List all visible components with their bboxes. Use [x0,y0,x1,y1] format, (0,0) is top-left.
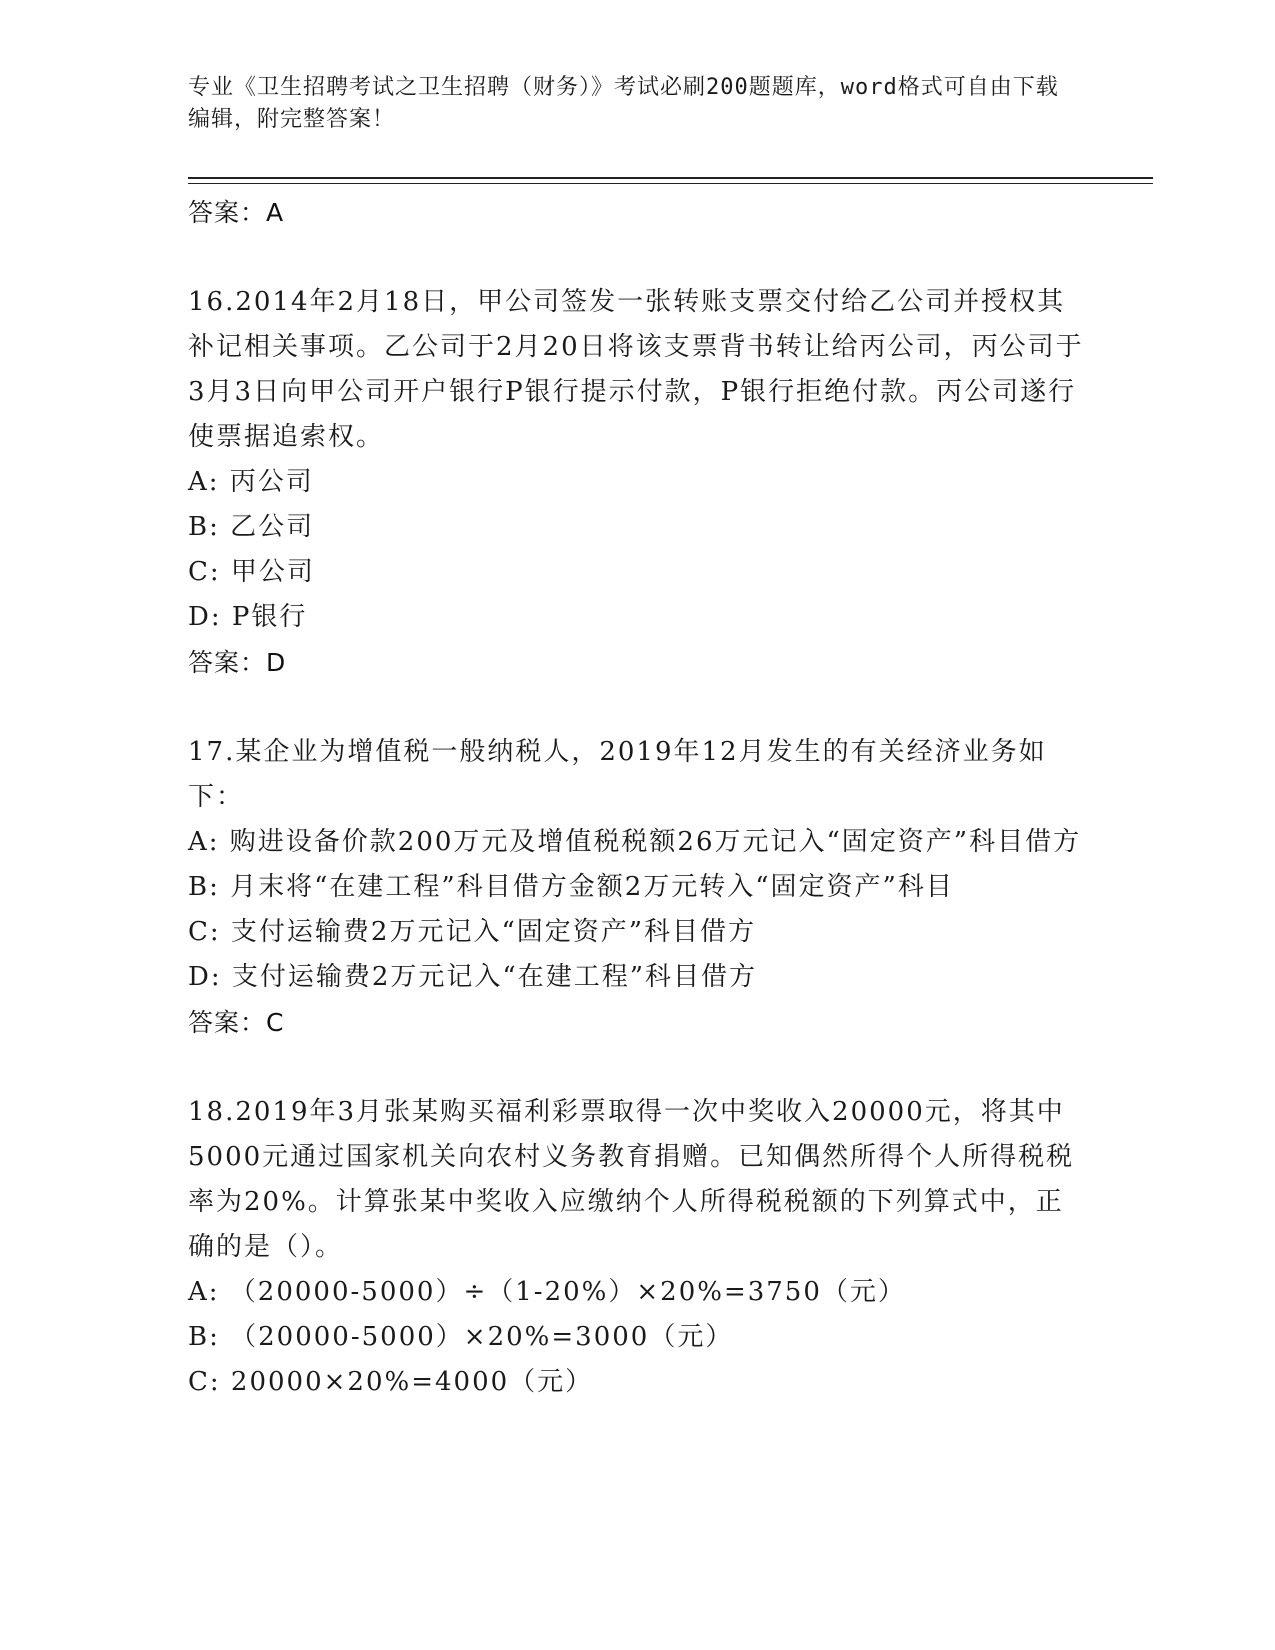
option-c: C: 甲公司 [188,557,315,587]
spacer [188,1045,1088,1090]
question-16 [188,280,1088,685]
spacer [188,235,1088,280]
option-b: B: 月末将“在建工程”科目借方金额2万元转入“固定资产”科目 [188,872,954,902]
page-header: 专业《卫生招聘考试之卫生招聘（财务）》考试必刷200题题库，word格式可自由下载编辑，附完整答案！ [188,75,1059,132]
question-stem: 17.某企业为增值税一般纳税人，2019年12月发生的有关经济业务如下： [188,737,1047,812]
option-d: D: 支付运输费2万元记入“在建工程”科目借方 [188,962,757,992]
option-a: A: 购进设备价款200万元及增值税税额26万元记入“固定资产”科目借方 [188,827,1082,857]
option-c: C: 支付运输费2万元记入“固定资产”科目借方 [188,917,757,947]
option-b: B: 乙公司 [188,512,315,542]
question-17 [188,730,1088,1045]
document-body [188,190,1088,1405]
option-d: D: P银行 [188,602,308,632]
question-stem: 16.2014年2月18日，甲公司签发一张转账支票交付给乙公司并授权其补记相关事项。乙公司于2月20日将该支票背书转让给丙公司，丙公司于3月3日向甲公司开户银行P银行提示付款，P银行拒绝付款。丙公司遂行使票据追索权。 [188,287,1084,452]
option-c: C: 20000×20%=4000（元） [188,1367,594,1397]
answer-line: 答案：A [188,198,285,227]
question-18 [188,1090,1088,1405]
spacer [188,685,1088,730]
header-divider-thin [188,183,1153,184]
answer-line: 答案：C [188,1008,285,1037]
option-a: A: （20000-5000）÷（1-20%）×20%=3750（元） [188,1277,906,1307]
option-a: A: 丙公司 [188,467,314,497]
question-stem: 18.2019年3月张某购买福利彩票取得一次中奖收入20000元，将其中5000元通过国家机关向农村义务教育捐赠。已知偶然所得个人所得税税率为20%。计算张某中奖收入应缴纳个人所得税税额的下列算式中，正确的是（）。 [188,1097,1075,1262]
header-divider-thick [188,177,1153,179]
option-b: B: （20000-5000）×20%=3000（元） [188,1322,734,1352]
answer-line: 答案：D [188,648,287,677]
